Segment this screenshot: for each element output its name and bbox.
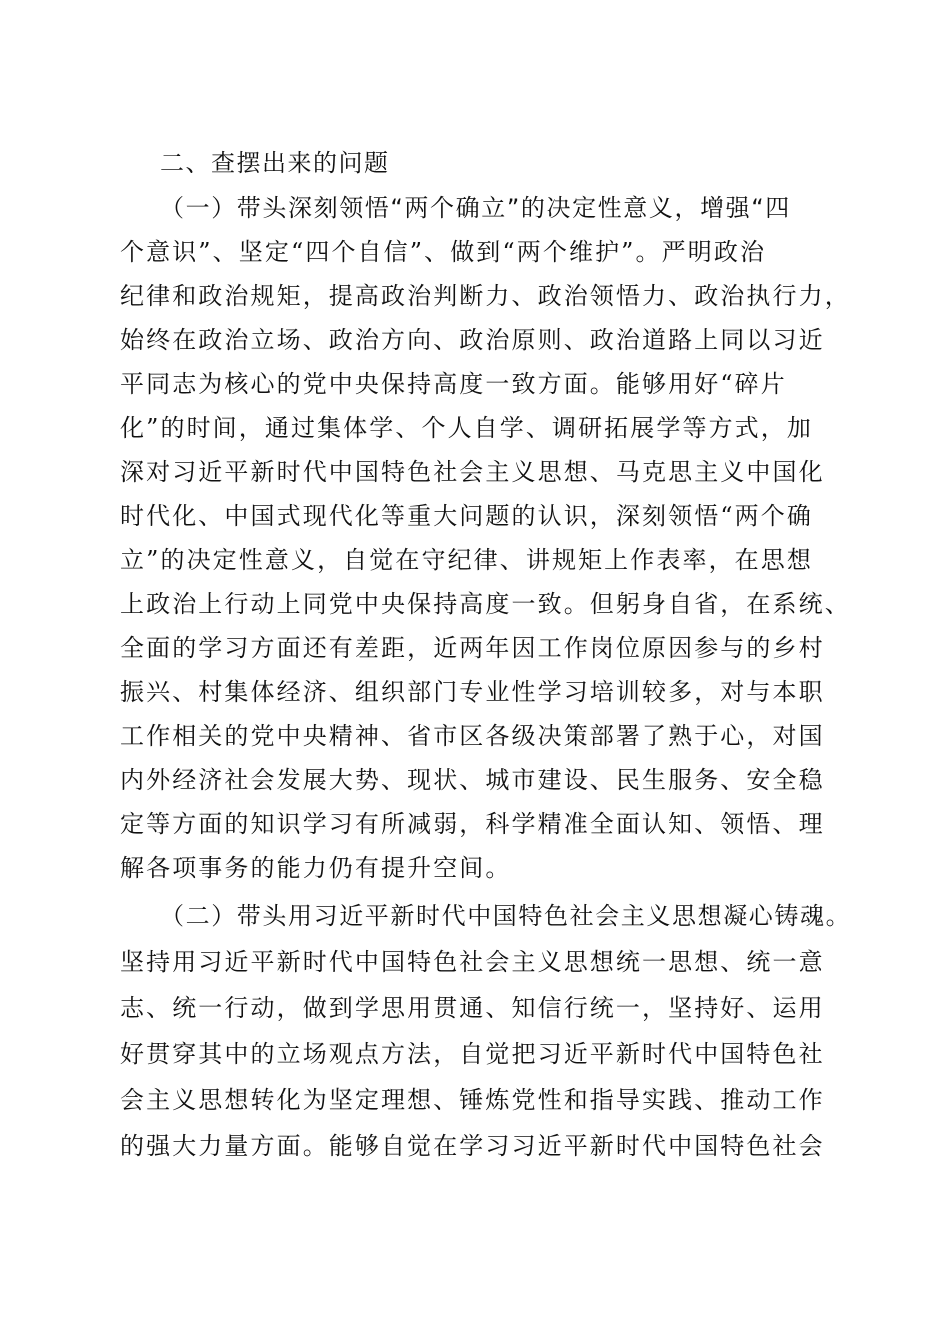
paragraph-line: 振兴、村集体经济、组织部门专业性学习培训较多，对与本职 bbox=[120, 678, 825, 706]
paragraph-line: 内外经济社会发展大势、现状、城市建设、民生服务、安全稳 bbox=[120, 766, 825, 794]
paragraph-line: 会主义思想转化为坚定理想、锤炼党性和指导实践、推动工作 bbox=[120, 1086, 825, 1114]
paragraph-line: 深对习近平新时代中国特色社会主义思想、马克思主义中国化 bbox=[120, 458, 825, 486]
paragraph-line: 上政治上行动上同党中央保持高度一致。但躬身自省，在系统、 bbox=[120, 590, 851, 618]
paragraph-line: （一）带头深刻领悟“两个确立”的决定性意义，增强“四 bbox=[160, 194, 791, 222]
paragraph-line: 工作相关的党中央精神、省市区各级决策部署了熟于心，对国 bbox=[120, 722, 825, 750]
paragraph-line: 个意识”、坚定“四个自信”、做到“两个维护”。严明政治 bbox=[120, 238, 767, 266]
paragraph-line: 化”的时间，通过集体学、个人自学、调研拓展学等方式，加 bbox=[120, 414, 813, 442]
paragraph-line: 立”的决定性意义，自觉在守纪律、讲规矩上作表率，在思想 bbox=[120, 546, 813, 574]
paragraph-line: 好贯穿其中的立场观点方法，自觉把习近平新时代中国特色社 bbox=[120, 1040, 825, 1068]
paragraph-line: 平同志为核心的党中央保持高度一致方面。能够用好“碎片 bbox=[120, 370, 787, 398]
paragraph-line: 全面的学习方面还有差距，近两年因工作岗位原因参与的乡村 bbox=[120, 634, 825, 662]
paragraph-line: 解各项事务的能力仍有提升空间。 bbox=[120, 854, 512, 882]
paragraph-line: （二）带头用习近平新时代中国特色社会主义思想凝心铸魂。 bbox=[160, 902, 852, 930]
paragraph-line: 志、统一行动，做到学思用贯通、知信行统一，坚持好、运用 bbox=[120, 994, 825, 1022]
section-title: 二、查摆出来的问题 bbox=[160, 149, 390, 177]
paragraph-line: 的强大力量方面。能够自觉在学习习近平新时代中国特色社会 bbox=[120, 1132, 825, 1160]
paragraph-line: 纪律和政治规矩，提高政治判断力、政治领悟力、政治执行力， bbox=[120, 282, 851, 310]
paragraph-line: 坚持用习近平新时代中国特色社会主义思想统一思想、统一意 bbox=[120, 948, 825, 976]
paragraph-line: 定等方面的知识学习有所减弱，科学精准全面认知、领悟、理 bbox=[120, 810, 825, 838]
paragraph-line: 时代化、中国式现代化等重大问题的认识，深刻领悟“两个确 bbox=[120, 502, 813, 530]
paragraph-line: 始终在政治立场、政治方向、政治原则、政治道路上同以习近 bbox=[120, 326, 825, 354]
